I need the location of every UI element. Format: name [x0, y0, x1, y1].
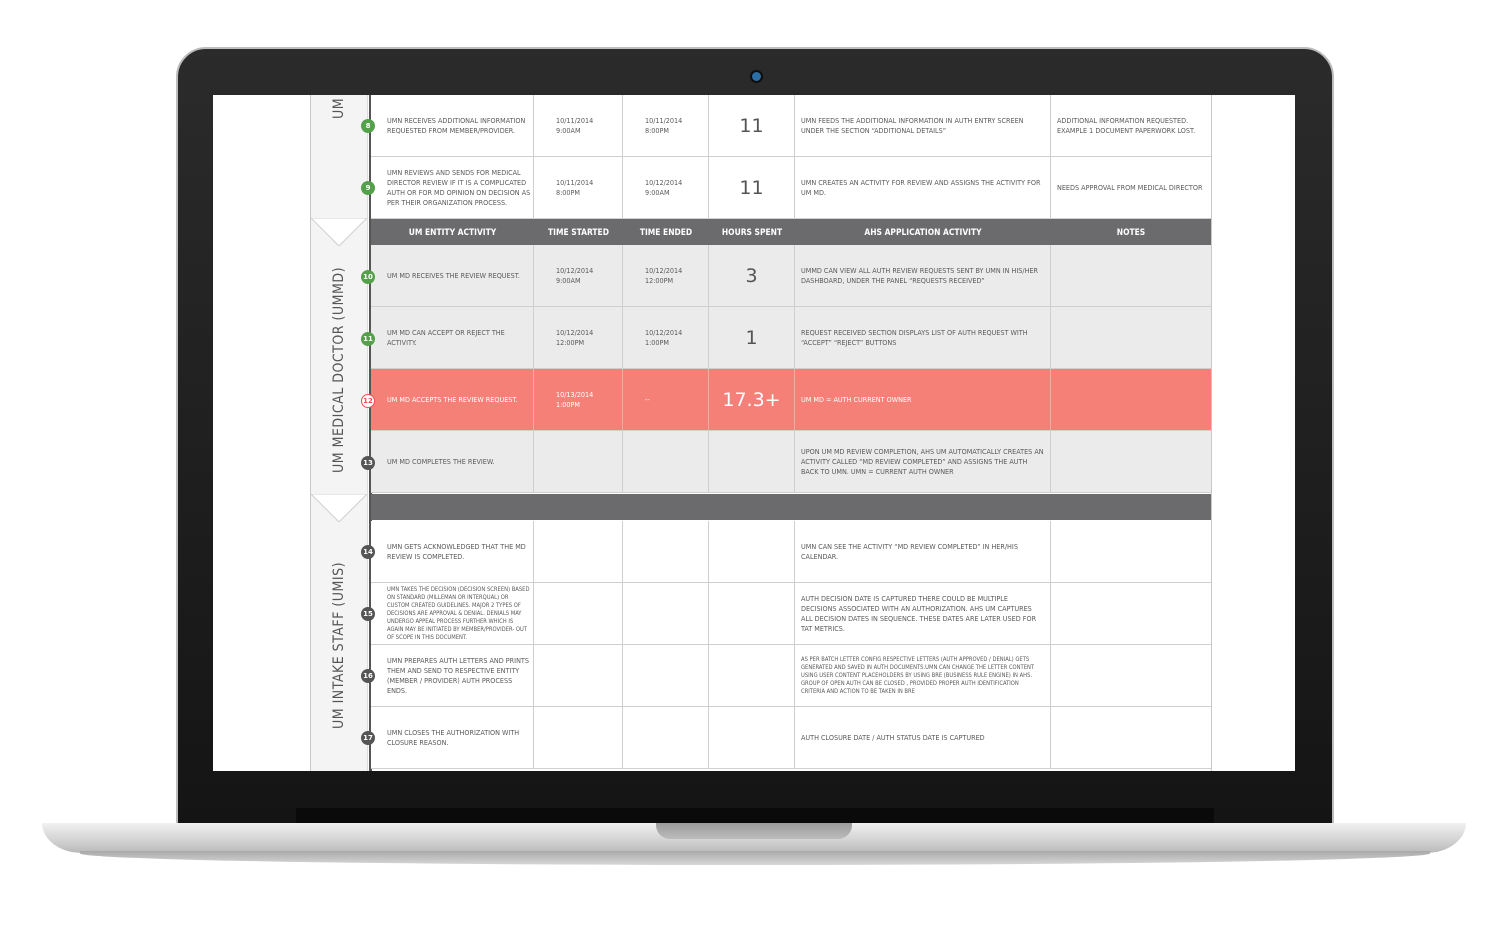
hours-cell [709, 707, 795, 768]
step-number-badge: 13 [361, 456, 375, 470]
time-started-cell: 10/12/2014 9:00AM [534, 245, 623, 306]
hours-cell: 17.3+ [709, 369, 795, 430]
app-activity-cell: AUTH DECISION DATE IS CAPTURED THERE COULD BE MULTIPLE DECISIONS ASSOCIATED WITH AN AUTHORIZATION. AHS UM CAPTURES ALL DECISION DATES IN SEQUENCE. THESE DATES ARE LATER USED FOR TAT METRICS. [795, 583, 1051, 644]
app-activity-cell: AS PER BATCH LETTER CONFIG RESPECTIVE LETTERS (AUTH APPROVED / DENIAL) GETS GENERATED AND SAVED IN AUTH DOCUMENTS.UMN CAN CHANGE THE LETTER CONTENT USING USER CONTENT PLACEHOLDERS BY USING BRE (BUSINESS RULE ENGINE) IN AHS. GROUP OF OPEN AUTH CAN BE CLOSED , PROVIDED PROPER AUTH IDENTIFICATION CRITERIA AND ACTION TO BE TAKEN IN BRE [795, 645, 1051, 706]
time-ended-cell [623, 521, 709, 582]
hours-cell: 11 [709, 95, 795, 156]
time-ended-cell: 10/12/2014 1:00PM [623, 307, 709, 368]
time-ended-cell [623, 431, 709, 492]
notes-cell [1051, 583, 1211, 644]
hours-cell [709, 583, 795, 644]
section-divider [371, 494, 1211, 520]
time-started-cell: 10/11/2014 9:00AM [534, 95, 623, 156]
hours-cell [709, 521, 795, 582]
header-time-ended: TIME ENDED [639, 227, 693, 237]
time-started-cell [534, 521, 623, 582]
header-app-activity: AHS APPLICATION ACTIVITY [864, 227, 982, 237]
role-column [311, 95, 368, 771]
step-number-badge: 10 [361, 270, 375, 284]
time-started-cell [534, 431, 623, 492]
notes-cell [1051, 521, 1211, 582]
laptop-notch [656, 823, 852, 839]
activity-cell: UM MD ACCEPTS THE REVIEW REQUEST. [371, 369, 534, 430]
laptop-base-bottom [80, 851, 1430, 865]
app-activity-cell: UM MD = AUTH CURRENT OWNER [795, 369, 1051, 430]
notes-cell [1051, 431, 1211, 492]
hours-cell: 3 [709, 245, 795, 306]
app-activity-cell: UMN CREATES AN ACTIVITY FOR REVIEW AND ASSIGNS THE ACTIVITY FOR UM MD. [795, 157, 1051, 218]
table-row [371, 307, 1211, 369]
time-ended-cell [623, 707, 709, 768]
step-number-badge: 14 [361, 545, 375, 559]
time-ended-cell [623, 583, 709, 644]
time-started-cell: 10/11/2014 8:00PM [534, 157, 623, 218]
step-number-badge: 16 [361, 669, 375, 683]
notes-cell [1051, 245, 1211, 306]
activity-cell: UMN TAKES THE DECISION (DECISION SCREEN) BASED ON STANDARD (MILLEMAN OR INTERQUAL) OR CUSTOM CREATED GUIDELINES. MAJOR 2 TYPES OF DECISIONS ARE APPROVAL & DENIAL. DENIALS MAY UNDERGO APPEAL PROCESS FURTHER WHICH IS AGAIN MAY BE INITIATED BY MEMBER/PROVIDER- OUT OF SCOPE IN THIS DOCUMENT. [371, 583, 534, 644]
table-row [371, 431, 1211, 493]
time-started-cell [534, 707, 623, 768]
time-started-cell: 10/13/2014 1:00PM [534, 369, 623, 430]
step-number-badge: 11 [361, 332, 375, 346]
activity-cell: UMN PREPARES AUTH LETTERS AND PRINTS THEM AND SEND TO RESPECTIVE ENTITY (MEMBER / PROVIDER) AUTH PROCESS ENDS. [371, 645, 534, 706]
notes-cell: NEEDS APPROVAL FROM MEDICAL DIRECTOR [1057, 182, 1203, 192]
activity-cell: UM MD CAN ACCEPT OR REJECT THE ACTIVITY. [371, 307, 534, 368]
table-header [371, 219, 1211, 245]
activity-cell: UMN GETS ACKNOWLEDGED THAT THE MD REVIEW IS COMPLETED. [371, 521, 534, 582]
hours-cell [709, 431, 795, 492]
hours-cell [709, 645, 795, 706]
activity-cell: UMN REVIEWS AND SENDS FOR MEDICAL DIRECTOR REVIEW IF IT IS A COMPLICATED AUTH OR FOR MD OPINION ON DECISION AS PER THEIR ORGANIZATION PROCESS. [371, 157, 534, 218]
header-activity: UM ENTITY ACTIVITY [408, 227, 497, 237]
notes-cell [1051, 645, 1211, 706]
table-row [371, 521, 1211, 583]
notes-cell [1051, 707, 1211, 768]
table-row [371, 707, 1211, 769]
step-number-badge: 15 [361, 607, 375, 621]
header-hours-spent: HOURS SPENT [721, 227, 783, 237]
table-row [371, 157, 1211, 219]
role-label-intake-staff: UM INTAKE STAFF (UMIS) [331, 562, 347, 730]
laptop-hinge [296, 808, 1214, 823]
section-chevron-icon [311, 218, 367, 246]
activity-cell: UM MD COMPLETES THE REVIEW. [371, 431, 534, 492]
step-number-badge: 8 [361, 119, 375, 133]
table-row [371, 95, 1211, 157]
time-ended-cell: 10/11/2014 8:00PM [623, 95, 709, 156]
notes-cell: ADDITIONAL INFORMATION REQUESTED. EXAMPLE 1 DOCUMENT PAPERWORK LOST. [1057, 115, 1196, 135]
app-activity-cell: UMN CAN SEE THE ACTIVITY “MD REVIEW COMPLETED” IN HER/HIS CALENDAR. [795, 521, 1051, 582]
role-label-um: UM [331, 97, 347, 119]
time-started-cell: 10/12/2014 12:00PM [534, 307, 623, 368]
notes-cell [1051, 369, 1211, 430]
app-activity-cell: AUTH CLOSURE DATE / AUTH STATUS DATE IS CAPTURED [795, 707, 1051, 768]
step-number-badge: 17 [361, 731, 375, 745]
role-label-medical-doctor: UM MEDICAL DOCTOR (UMMD) [331, 266, 347, 473]
hours-cell: 1 [709, 307, 795, 368]
time-ended-cell: -- [623, 369, 709, 430]
hours-cell: 11 [709, 157, 795, 218]
activity-cell: UMN RECEIVES ADDITIONAL INFORMATION REQUESTED FROM MEMBER/PROVIDER. [371, 95, 534, 156]
time-ended-cell: 10/12/2014 12:00PM [623, 245, 709, 306]
notes-cell [1051, 307, 1211, 368]
app-activity-cell: REQUEST RECEIVED SECTION DISPLAYS LIST OF AUTH REQUEST WITH “ACCEPT” “REJECT” BUTTONS [795, 307, 1051, 368]
activity-cell: UMN CLOSES THE AUTHORIZATION WITH CLOSURE REASON. [371, 707, 534, 768]
step-number-badge-active: 12 [361, 394, 375, 408]
table-row [371, 583, 1211, 645]
process-table-document [310, 95, 1212, 771]
app-activity-cell: UMMD CAN VIEW ALL AUTH REVIEW REQUESTS SENT BY UMN IN HIS/HER DASHBOARD, UNDER THE PANEL “REQUESTS RECEIVED” [795, 245, 1051, 306]
table-row-highlighted [371, 369, 1211, 431]
section-chevron-icon [311, 494, 367, 522]
header-time-started: TIME STARTED [548, 227, 609, 237]
screen [213, 95, 1295, 771]
time-started-cell [534, 583, 623, 644]
header-notes: NOTES [1116, 227, 1146, 237]
step-number-badge: 9 [361, 181, 375, 195]
table-row [371, 645, 1211, 707]
app-activity-cell: UPON UM MD REVIEW COMPLETION, AHS UM AUTOMATICALLY CREATES AN ACTIVITY CALLED “MD REVIEW COMPLETED” AND ASSIGNS THE AUTH BACK TO UMN. UMN = CURRENT AUTH OWNER [795, 431, 1051, 492]
activity-cell: UM MD RECEIVES THE REVIEW REQUEST. [371, 245, 534, 306]
time-started-cell [534, 645, 623, 706]
time-ended-cell: 10/12/2014 9:00AM [623, 157, 709, 218]
app-activity-cell: UMN FEEDS THE ADDITIONAL INFORMATION IN AUTH ENTRY SCREEN UNDER THE SECTION “ADDITIONAL DETAILS” [795, 95, 1051, 156]
table-row [371, 245, 1211, 307]
camera-icon [750, 70, 763, 83]
time-ended-cell [623, 645, 709, 706]
